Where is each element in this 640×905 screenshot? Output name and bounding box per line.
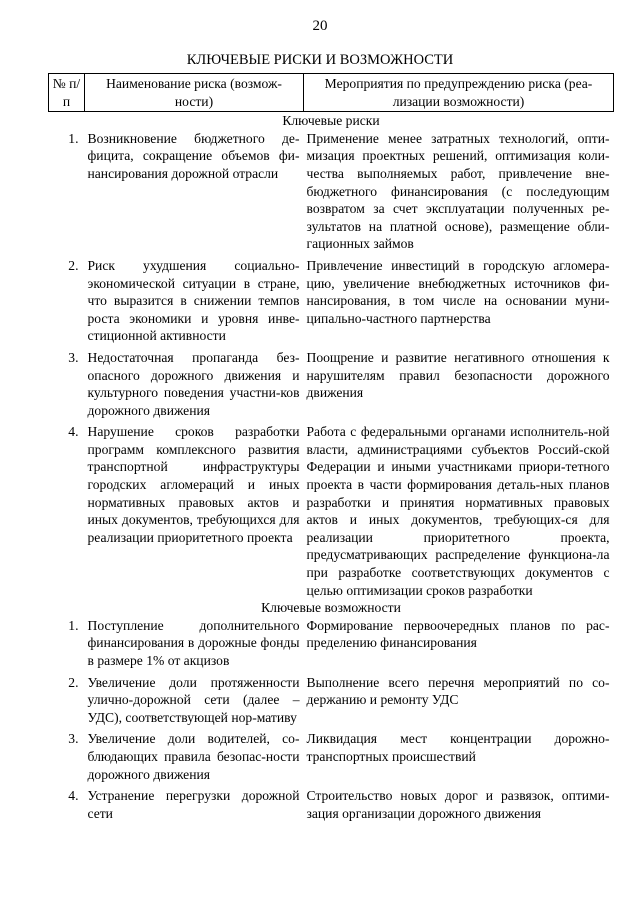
row-number: 3. xyxy=(68,731,79,747)
table-row xyxy=(49,423,614,599)
section-header-risks xyxy=(49,112,614,130)
table-row xyxy=(49,130,614,257)
risk-measure: Привлечение инвестиций в городскую агломера-цию, увеличение внебюджетных источников фи-нансирования, в том числе на основании муни-ципально-частного партнерства xyxy=(306,257,610,326)
opportunity-name: Увеличение доли протяженности улично-дорожной сети (далее – УДС), соответствующей нор-мативу xyxy=(87,674,300,725)
header-risk-name: Наименование риска (возмож-ности) xyxy=(85,74,304,112)
opportunity-measure: Формирование первоочередных планов по рас-пределению финансирования xyxy=(306,617,610,651)
risk-name: Нарушение сроков разработки программ комплексного развития транспортной инфраструктуры городских агломераций и иных нормативных правовых актов и иных документов, требующихся для реализации приоритетного проекта xyxy=(87,424,300,545)
row-number: 2. xyxy=(68,674,79,690)
row-number: 3. xyxy=(68,349,79,365)
risks-table xyxy=(48,73,614,822)
row-number: 4. xyxy=(68,788,79,804)
risk-measure: Применение менее затратных технологий, опти-мизация проектных решений, оптимизация коли-чества выполняемых работ, привлечение вне-бюджетного финансирования (с последующим возвратом за счет эксплуатации полученных ре-зультатов на платной основе), размещение обли-гационных займов xyxy=(306,130,610,252)
table-row xyxy=(49,617,614,674)
risk-measure: Поощрение и развитие негативного отношения к нарушителям правил безопасности дорожного движения xyxy=(306,349,610,401)
table-row xyxy=(49,257,614,349)
table-row xyxy=(49,787,614,822)
risk-name: Риск ухудшения социально-экономической ситуации в стране, что выразится в снижении темпов роста экономики и уровня инве-стиционной активности xyxy=(87,257,300,344)
header-measures: Мероприятия по предупреждению риска (реа-лизации возможности) xyxy=(304,74,614,112)
row-number: 1. xyxy=(68,130,79,146)
section-title: Ключевые риски xyxy=(282,113,380,129)
page-number: 20 xyxy=(312,18,328,34)
opportunity-measure: Выполнение всего перечня мероприятий по со-держанию и ремонту УДС xyxy=(306,674,610,708)
opportunity-measure: Ликвидация мест концентрации дорожно-транспортных происшествий xyxy=(306,731,610,764)
opportunity-name: Увеличение доли водителей, со-блюдающих правила безопас-ности дорожного движения xyxy=(87,731,300,782)
risk-name: Недостаточная пропаганда без-опасного дорожного движения и культурного поведения участни-ков дорожного движения xyxy=(87,349,300,418)
row-number: 1. xyxy=(68,617,79,633)
risk-measure: Работа с федеральными органами исполнитель-ной власти, администрациями субъектов Россий-ской Федерации и иными участниками приори-тетного проекта в части формирования деталь-ных планов разработки и принятия нормативных правовых актов и иных документов, требующих-ся для реализации приоритетного проекта, предусматривающих распределение функциона-ла при разработке соответствующих документов с целью оптимизации сроков разработки xyxy=(306,424,610,598)
table-row xyxy=(49,349,614,423)
table-row xyxy=(49,674,614,731)
opportunity-name: Устранение перегрузки дорожной сети xyxy=(87,788,300,821)
table-row xyxy=(49,730,614,787)
risk-name: Возникновение бюджетного де-фицита, сокращение объемов фи-нансирования дорожной отрасли xyxy=(87,130,300,181)
section-title: Ключевые возможности xyxy=(261,600,401,616)
row-number: 4. xyxy=(68,424,79,440)
section-header-opportunities xyxy=(49,599,614,617)
row-number: 2. xyxy=(68,257,79,273)
header-number: № п/п xyxy=(49,74,85,112)
opportunity-measure: Строительство новых дорог и развязок, оптими-зация организации дорожного движения xyxy=(306,788,610,821)
document-title: КЛЮЧЕВЫЕ РИСКИ И ВОЗМОЖНОСТИ xyxy=(186,52,454,68)
table-header-row xyxy=(49,74,614,112)
opportunity-name: Поступление дополнительного финансирования в дорожные фонды в размере 1% от акцизов xyxy=(87,617,300,668)
